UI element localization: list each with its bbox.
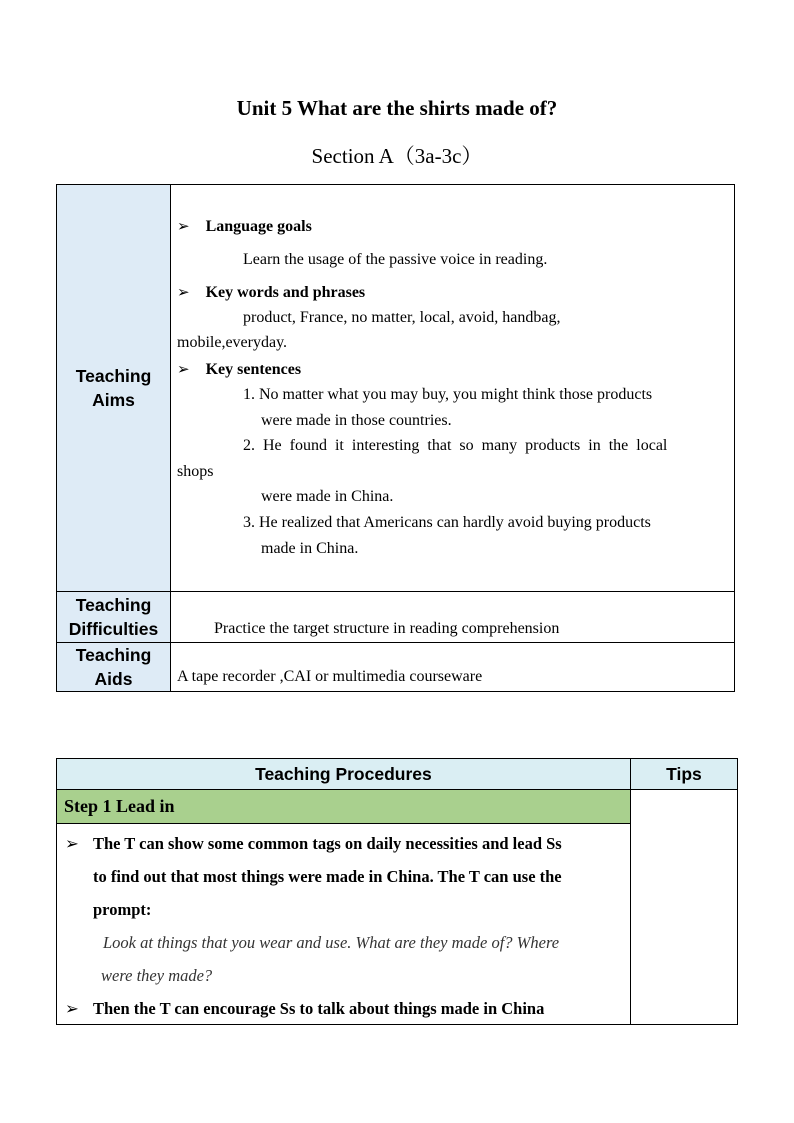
teaching-aims-content (171, 185, 735, 592)
key-words-line2: mobile,everyday. (177, 334, 288, 351)
teaching-aids-label (57, 643, 171, 692)
sentence2-line1: 2. He found it interesting that so many products in the local (243, 437, 668, 454)
prompt-line1: Look at things that you wear and use. What are they made of? Where (103, 933, 560, 952)
bullet1-line1: The T can show some common tags on daily necessities and lead Ss (92, 834, 562, 853)
arrow-bullet-icon: ➢ (177, 219, 190, 235)
teaching-aids-content (171, 643, 735, 692)
tips-cell (630, 790, 737, 1025)
bullet1-line2: to find out that most things were made in China. The T can use the (93, 867, 562, 886)
bullet2: Then the T can encourage Ss to talk about things made in China (92, 999, 545, 1018)
arrow-bullet-icon: ➢ (65, 999, 79, 1018)
teaching-difficulties-row (57, 592, 735, 643)
aids-label-line1: Teaching (75, 645, 152, 665)
language-goals-text: Learn the usage of the passive voice in reading. (243, 251, 548, 268)
step1-row (57, 790, 738, 824)
key-words-line1: product, France, no matter, local, avoid, handbag, (243, 309, 561, 326)
teaching-aims-label (57, 185, 171, 592)
sentence2-line2: shops (177, 463, 214, 480)
teaching-aims-table (56, 184, 735, 692)
procedures-header-row (57, 759, 738, 790)
difficulties-label-line2: Difficulties (68, 619, 159, 639)
page-title: Unit 5 What are the shirts made of? (236, 96, 558, 120)
sentence3-line2: made in China. (261, 540, 359, 557)
sentence1-line1: 1. No matter what you may buy, you might think those products (243, 386, 653, 403)
step1-title: Step 1 Lead in (57, 790, 631, 824)
step1-content (57, 824, 631, 1025)
aids-text: A tape recorder ,CAI or multimedia courseware (177, 668, 483, 685)
key-words-heading: Key words and phrases (205, 284, 366, 301)
difficulties-label-line1: Teaching (75, 595, 152, 615)
tips-header: Tips (630, 759, 737, 790)
teaching-aims-label-line2: Aims (92, 390, 135, 410)
sentence3-line1: 3. He realized that Americans can hardly avoid buying products (243, 514, 651, 531)
arrow-bullet-icon: ➢ (177, 285, 190, 301)
teaching-aids-row (57, 643, 735, 692)
teaching-procedures-table (56, 758, 738, 1025)
difficulties-text: Practice the target structure in reading comprehension (214, 620, 560, 637)
sentence1-line2: were made in those countries. (261, 412, 452, 429)
prompt-line2: were they made? (101, 966, 213, 985)
language-goals-heading: Language goals (205, 218, 312, 235)
page-subtitle: Section A（3a-3c） (311, 144, 483, 168)
teaching-difficulties-content (171, 592, 735, 643)
procedures-header: Teaching Procedures (57, 759, 631, 790)
teaching-aims-row (57, 185, 735, 592)
aids-label-line2: Aids (94, 669, 133, 689)
teaching-difficulties-label (57, 592, 171, 643)
arrow-bullet-icon: ➢ (65, 834, 79, 853)
arrow-bullet-icon: ➢ (177, 362, 190, 378)
key-sentences-heading: Key sentences (205, 361, 302, 378)
bullet1-line3: prompt: (93, 900, 152, 919)
teaching-aims-label-line1: Teaching (75, 366, 152, 386)
sentence2-line3: were made in China. (261, 488, 394, 505)
